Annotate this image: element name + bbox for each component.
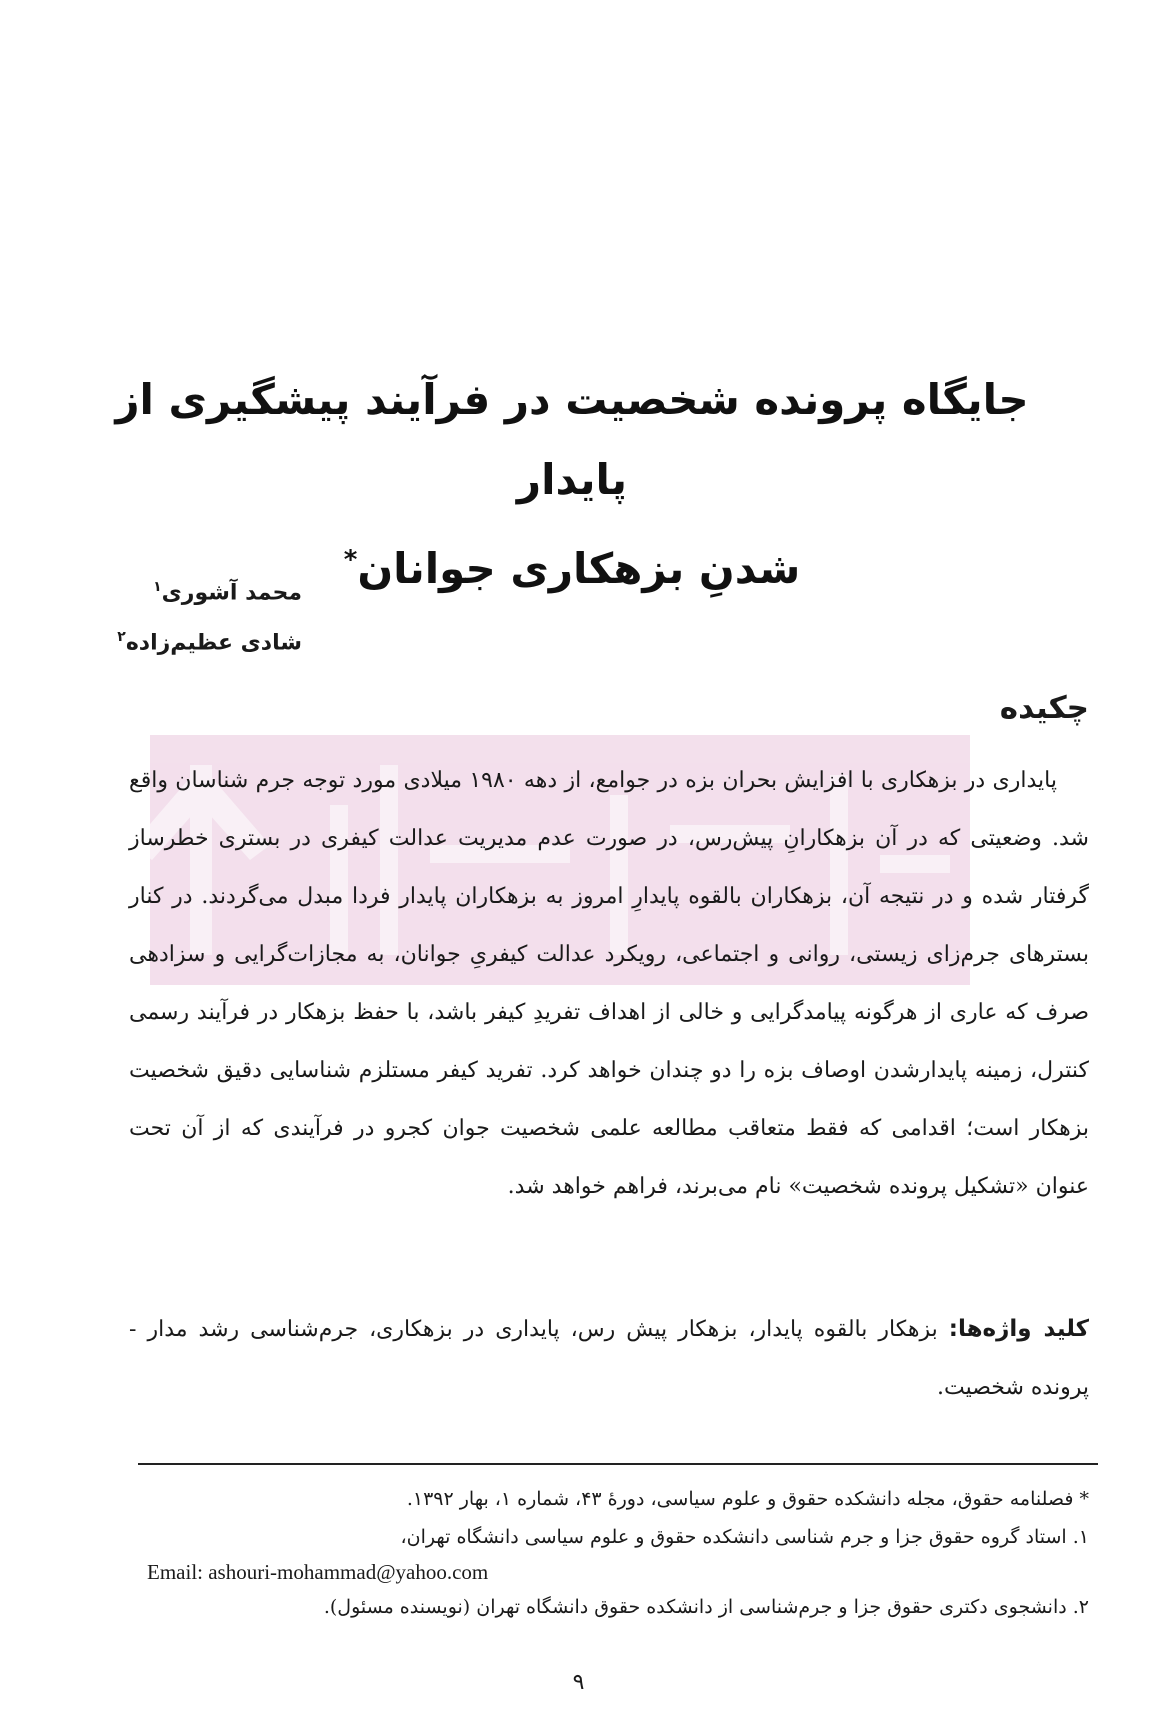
author-list	[22, 565, 302, 666]
author-2-ref: ۲	[117, 629, 126, 646]
footnote-2: ۲. دانشجوی دکتری حقوق جزا و جرم‌شناسی از دانشکده حقوق دانشگاه تهران (نویسنده مسئول).	[323, 1596, 1089, 1618]
keywords	[129, 1300, 1089, 1417]
footnotes	[129, 1480, 1089, 1626]
abstract-heading: چکیده	[999, 690, 1089, 726]
footnote-1-email: Email: ashouri-mohammad@yahoo.com	[147, 1560, 489, 1584]
title-line-1: جایگاه پرونده شخصیت در فرآیند پیشگیری از پایدار	[115, 375, 1029, 504]
footnote-1: ۱. استاد گروه حقوق جزا و جرم شناسی دانشکده حقوق و علوم سیاسی دانشگاه تهران،	[400, 1526, 1089, 1548]
title-line-2-text: شدنِ بزهکاری جوانان	[357, 544, 801, 593]
title-footnote-mark: *	[343, 545, 358, 575]
keywords-label: کلید واژه‌ها:	[948, 1316, 1090, 1342]
author-2	[22, 615, 302, 665]
page-number: ۹	[572, 1670, 585, 1695]
footnote-divider	[138, 1463, 1098, 1465]
keywords-text: بزهکار بالقوه پایدار، بزهکار پیش رس، پایداری در بزهکاری، جرم‌شناسی رشد مدار - پرونده شخصیت.	[129, 1317, 1089, 1400]
author-1-ref: ۱	[153, 579, 162, 595]
footnote-star: * فصلنامه حقوق، مجله دانشکده حقوق و علوم سیاسی، دورۀ ۴۳، شماره ۱، بهار ۱۳۹۲.	[406, 1488, 1089, 1510]
author-1	[22, 565, 302, 615]
abstract-text: پایداری در بزهکاری با افزایش بحران بزه در جوامع، از دهه ۱۹۸۰ میلادی مورد توجه جرم شناسان واقع شد. وضعیتی که در آن بزهکارانِ پیش‌رس، در صورت عدم مدیریت عدالت کیفری در بستری خطرساز گرفتار شده و در نتیجه آن، بزهکاران بالقوه پایدارِ امروز به بزهکاران پایدار فردا مبدل می‌گردند. در کنار بسترهای جرم‌زای زیستی، روانی و اجتماعی، رویکرد عدالت کیفریِ جوانان، به مجازات‌گرایی و سزادهی صرف که عاری از هرگونه پیامدگرایی و خالی از اهداف تفریدِ کیفر باشد، با حفظ بزهکار در فرآیند رسمی کنترل، زمینه پایدارشدن اوصاف بزه را دو چندان خواهد کرد. تفرید کیفر مستلزم شناسایی دقیق شخصیت بزهکار است؛ اقدامی که فقط متعاقب مطالعه علمی شخصیت جوان کجرو در فرآیندی که از آن تحت عنوان «تشکیل پرونده شخصیت» نام می‌برند، فراهم خواهد شد.	[129, 768, 1089, 1199]
author-2-name: شادی عظیم‌زاده	[125, 630, 302, 656]
author-1-name: محمد آشوری	[161, 580, 302, 606]
